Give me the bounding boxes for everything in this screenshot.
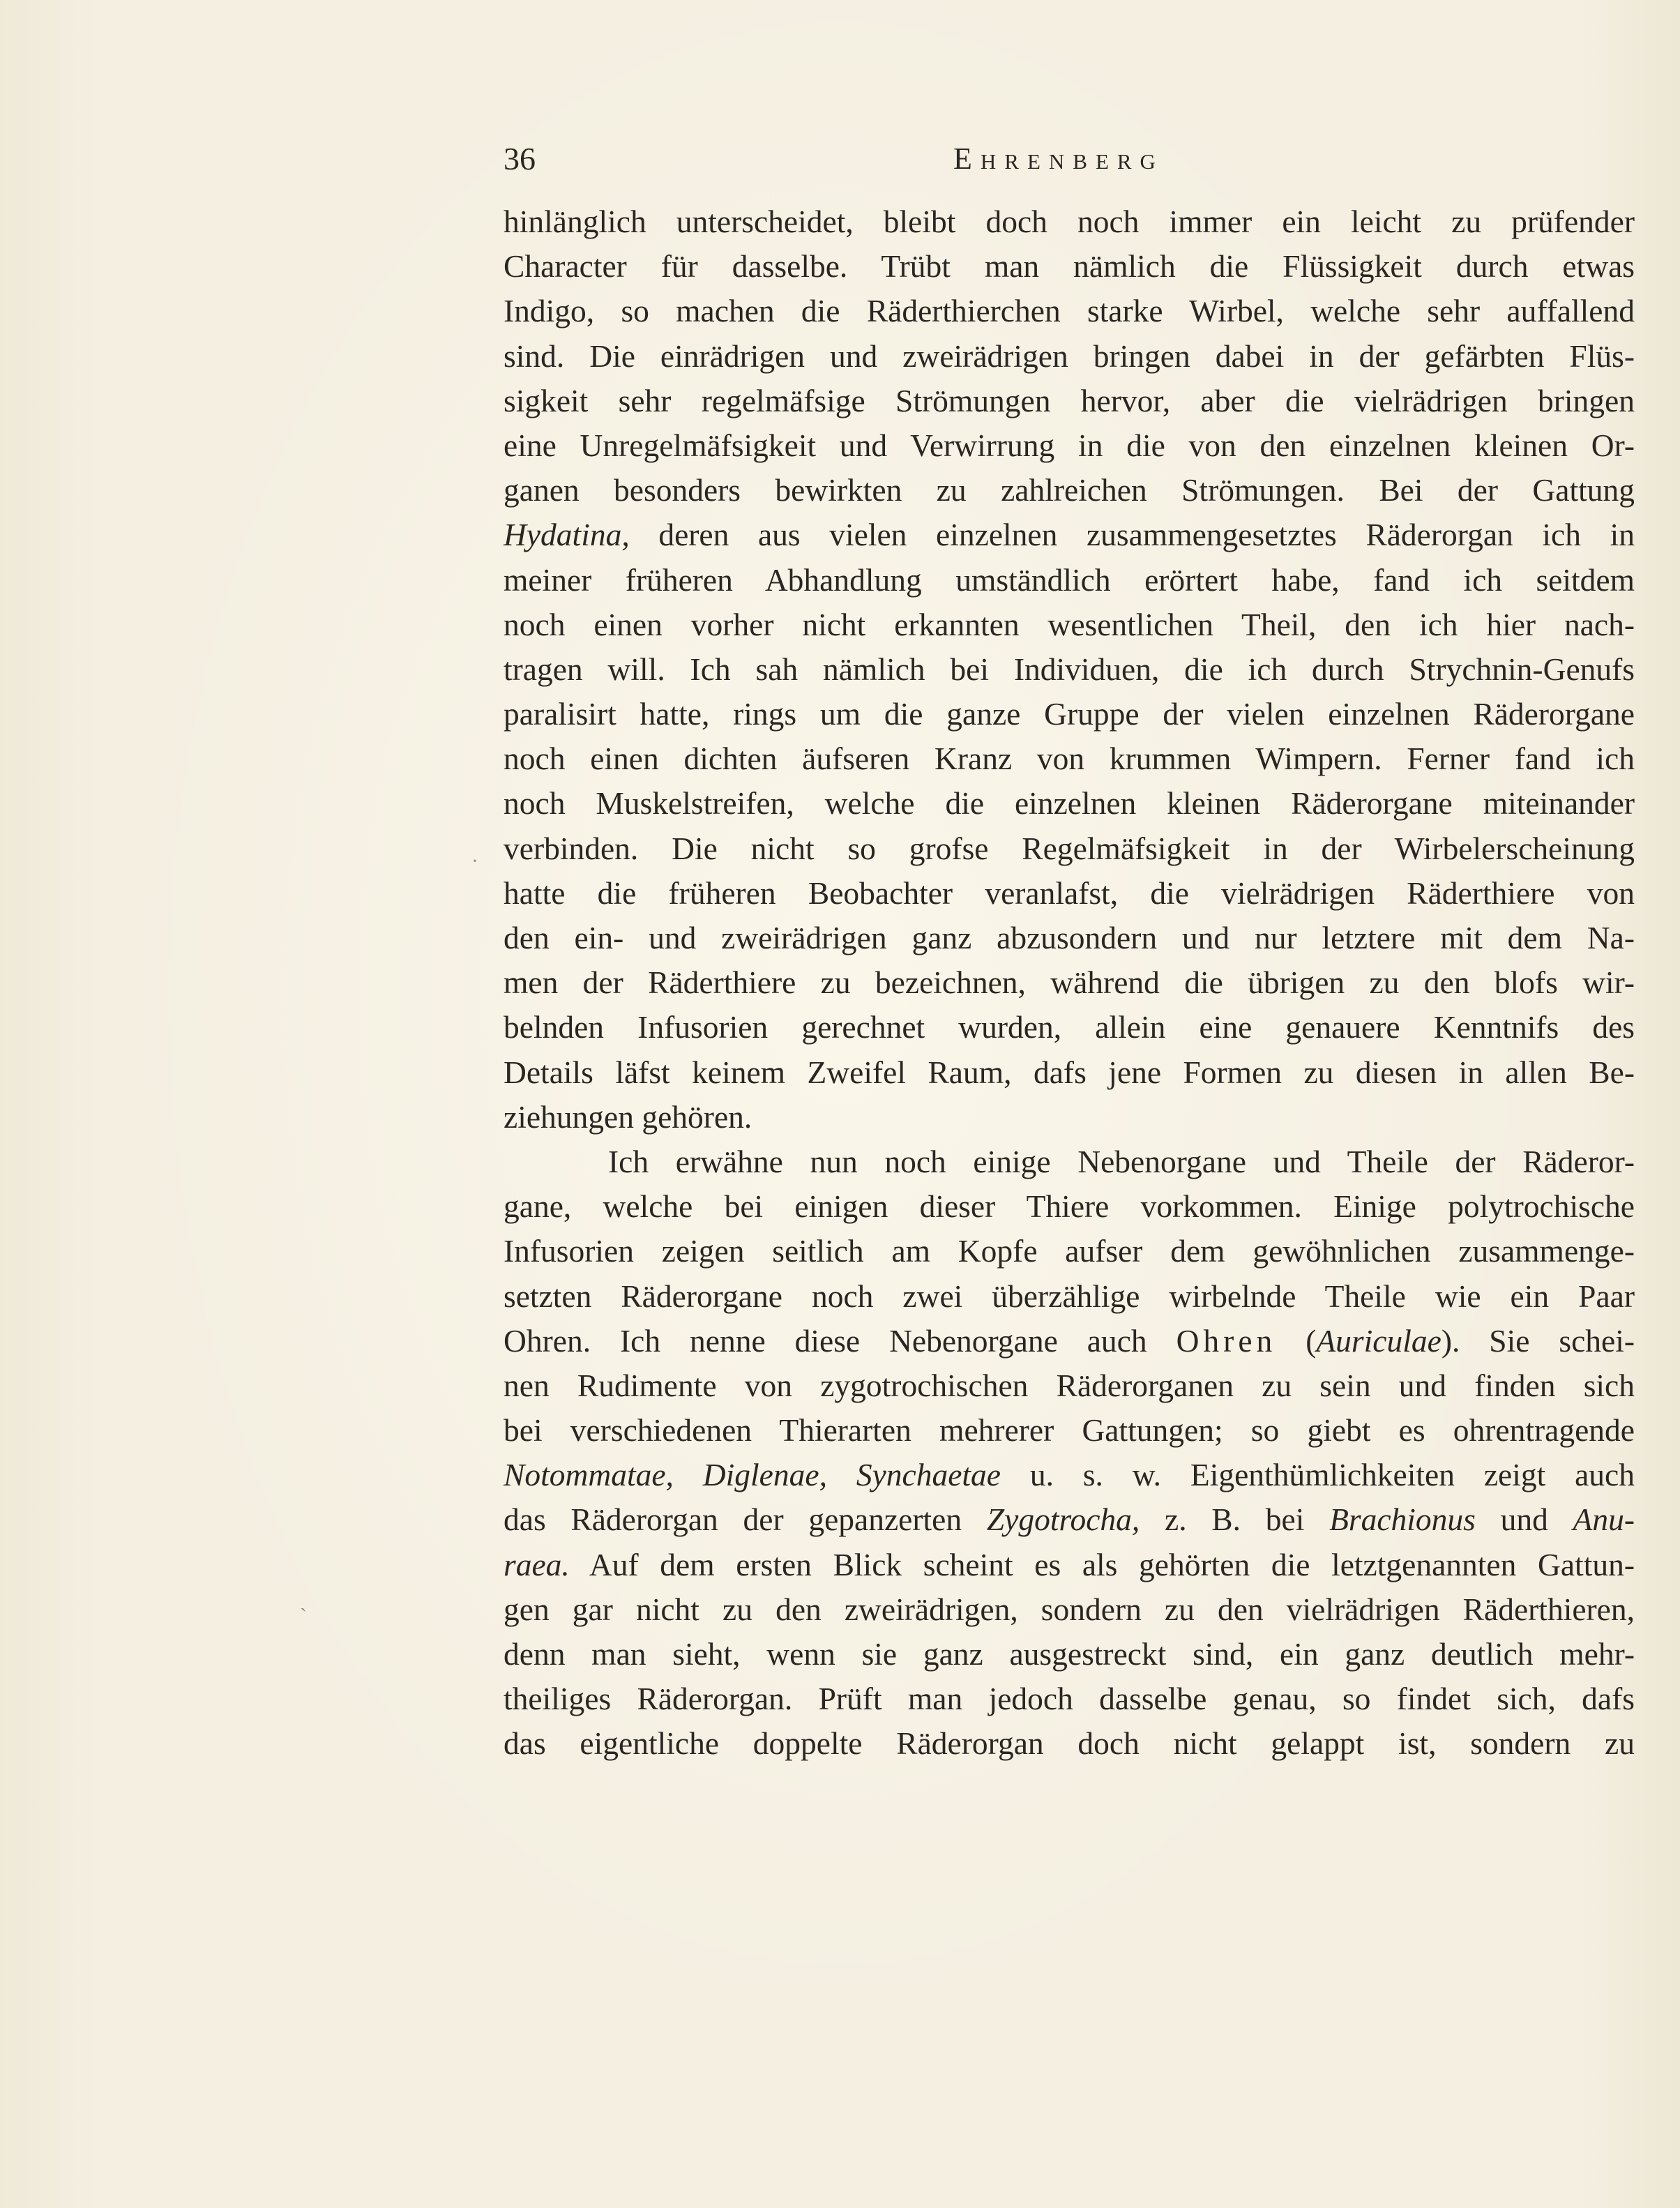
text-run bbox=[674, 1457, 703, 1492]
genus-name: Zygotrocha, bbox=[986, 1502, 1140, 1538]
text-line: ziehungen gehören. bbox=[504, 1098, 752, 1135]
text-line: Details läfst keinem Zweifel Raum, dafs jene Formen zu diesen in allen Be- bbox=[504, 1054, 1635, 1090]
text-line: noch Muskelstreifen, welche die einzelnen kleinen Räderorgane miteinander bbox=[504, 785, 1635, 822]
text-line: noch einen dichten äufseren Kranz von krummen Wimpern. Ferner fand ich bbox=[504, 741, 1635, 777]
text-line: paralisirt hatte, rings um die ganze Gruppe der vielen einzelnen Räderorgane bbox=[504, 696, 1635, 732]
margin-speck: ˎ bbox=[300, 1589, 307, 1612]
genus-name: Brachionus bbox=[1329, 1502, 1476, 1538]
text-line: eine Unregelmäfsigkeit und Verwirrung in die von den einzelnen kleinen Or- bbox=[504, 427, 1635, 463]
genus-name: Hydatina, bbox=[504, 517, 630, 553]
text-line: gane, welche bei einigen dieser Thiere vorkommen. Einige polytrochische bbox=[504, 1188, 1635, 1225]
text-line: hatte die früheren Beobachter veranlafst, die vielrädrigen Räderthiere von bbox=[504, 875, 1635, 911]
text-run: Auf dem ersten Blick scheint es als gehörten die letztgenannten Gattun- bbox=[569, 1546, 1635, 1582]
text-line: nen Rudimente von zygotrochischen Räderorganen zu sein und finden sich bbox=[504, 1367, 1635, 1403]
text-line: verbinden. Die nicht so grofse Regelmäfsigkeit in der Wirbelerscheinung bbox=[504, 830, 1635, 866]
running-head bbox=[504, 138, 1635, 180]
genus-name: Synchaetae bbox=[856, 1457, 1001, 1493]
text-line: tragen will. Ich sah nämlich bei Individuen, die ich durch Strychnin-Genufs bbox=[504, 651, 1635, 687]
text-line: noch einen vorher nicht erkannten wesentlichen Theil, den ich hier nach- bbox=[504, 606, 1635, 642]
text-run: ( bbox=[1276, 1322, 1317, 1359]
text-line: belnden Infusorien gerechnet wurden, allein eine genauere Kenntnifs des bbox=[504, 1009, 1635, 1045]
text-line: meiner früheren Abhandlung umständlich erörtert habe, fand ich seitdem bbox=[504, 561, 1635, 598]
text-line: sind. Die einrädrigen und zweirädrigen bringen dabei in der gefärbten Flüs- bbox=[504, 338, 1635, 374]
text-line: men der Räderthiere zu bezeichnen, während die übrigen zu den blofs wir- bbox=[504, 965, 1635, 1001]
genus-name: Anu- bbox=[1573, 1502, 1635, 1538]
text-run: das Räderorgan der gepanzerten bbox=[504, 1502, 987, 1538]
text-run: u. s. w. Eigenthümlichkeiten zeigt auch bbox=[1000, 1457, 1635, 1493]
text-line: theiliges Räderorgan. Prüft man jedoch dasselbe genau, so findet sich, dafs bbox=[504, 1681, 1635, 1717]
text-line: gen gar nicht zu den zweirädrigen, sondern zu den vielrädrigen Räderthieren, bbox=[504, 1591, 1635, 1627]
genus-name: raea. bbox=[504, 1546, 570, 1582]
text-line: setzten Räderorgane noch zwei überzählige wirbelnde Theile wie ein Paar bbox=[504, 1278, 1635, 1314]
page-number: 36 bbox=[504, 141, 536, 176]
spaced-term: Ohren bbox=[1176, 1322, 1277, 1359]
running-head-author: Ehrenberg bbox=[953, 142, 1164, 176]
text-run: Ohren. Ich nenne diese Nebenorgane auch bbox=[504, 1322, 1176, 1359]
text-line: ganen besonders bewirkten zu zahlreichen Strömungen. Bei der Gattung bbox=[504, 472, 1635, 508]
text-line: Ich erwähne nun noch einige Nebenorgane und Theile der Räderor- bbox=[608, 1143, 1635, 1179]
genus-name: Notommatae, bbox=[504, 1457, 674, 1493]
text-line: Infusorien zeigen seitlich am Kopfe aufser dem gewöhnlichen zusammenge- bbox=[504, 1233, 1635, 1269]
text-line: hinlänglich unterscheidet, bleibt doch noch immer ein leicht zu prüfender bbox=[504, 204, 1635, 239]
text-line bbox=[504, 1543, 1635, 1587]
genus-name: Diglenae, bbox=[702, 1457, 827, 1493]
margin-speck: · bbox=[471, 849, 478, 872]
text-line bbox=[504, 1319, 1635, 1363]
text-line: Character für dasselbe. Trübt man nämlich die Flüssigkeit durch etwas bbox=[504, 248, 1635, 285]
text-line: sigkeit sehr regelmäfsige Strömungen hervor, aber die vielrädrigen bringen bbox=[504, 382, 1635, 418]
text-run: ). Sie schei- bbox=[1441, 1322, 1635, 1359]
body-text bbox=[504, 199, 1635, 1767]
text-line: Indigo, so machen die Räderthierchen starke Wirbel, welche sehr auffallend bbox=[504, 293, 1635, 329]
text-line: denn man sieht, wenn sie ganz ausgestreckt sind, ein ganz deutlich mehr- bbox=[504, 1636, 1635, 1672]
text-run: und bbox=[1475, 1502, 1573, 1538]
text-run: z. B. bei bbox=[1140, 1502, 1330, 1538]
text-line bbox=[504, 1453, 1635, 1497]
text-line: den ein- und zweirädrigen ganz abzusondern und nur letztere mit dem Na- bbox=[504, 920, 1635, 955]
text-line: bei verschiedenen Thierarten mehrerer Gattungen; so giebt es ohrentragende bbox=[504, 1412, 1635, 1449]
text-line: das eigentliche doppelte Räderorgan doch nicht gelappt ist, sondern zu bbox=[504, 1725, 1635, 1762]
text-line bbox=[504, 1497, 1635, 1542]
text-run bbox=[827, 1457, 856, 1492]
latin-term: Auriculae bbox=[1316, 1322, 1441, 1359]
text-line bbox=[504, 513, 1635, 557]
text-run: deren aus vielen einzelnen zusammengesetztes Räderorgan ich in bbox=[629, 517, 1635, 553]
